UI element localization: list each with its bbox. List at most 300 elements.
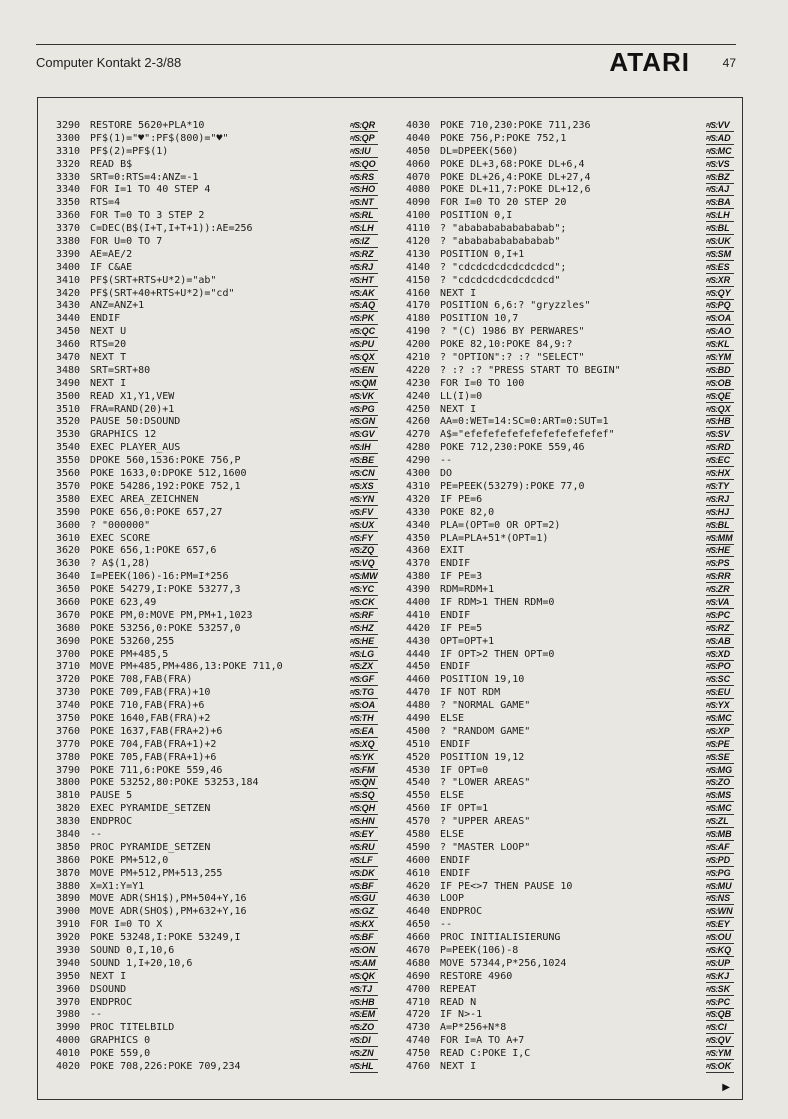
line-number: 3990 xyxy=(56,1022,81,1034)
line-checksum xyxy=(350,1048,378,1060)
line-number: 4290 xyxy=(406,455,431,467)
line-code: POKE 53256,0:POKE 53257,0 xyxy=(90,622,241,634)
line-number: 3420 xyxy=(56,287,81,299)
line-code: ? "LOWER AREAS" xyxy=(440,777,531,789)
line-code: IF NOT RDM xyxy=(440,687,501,699)
line-checksum xyxy=(706,416,734,428)
checksum-value: ZO xyxy=(361,1022,375,1033)
line-code: IF PE=5 xyxy=(440,622,483,634)
line-checksum xyxy=(350,184,378,196)
line-checksum xyxy=(350,932,378,944)
line-checksum xyxy=(350,520,378,532)
line-checksum xyxy=(706,520,734,532)
listing-line xyxy=(56,545,378,558)
listing-line xyxy=(56,700,378,713)
line-code: -- xyxy=(440,455,453,467)
checksum-value: HJ xyxy=(717,506,730,517)
line-checksum xyxy=(350,494,378,506)
line-code: ? "abababababababab" xyxy=(440,236,561,248)
checksum-prefix: ᵖ/S: xyxy=(350,855,362,865)
listing-line xyxy=(56,971,378,984)
line-checksum xyxy=(706,1048,734,1060)
line-code: IF PE<>7 THEN PAUSE 10 xyxy=(440,880,573,892)
line-code: ENDPROC xyxy=(90,816,133,828)
line-number: 3390 xyxy=(56,248,81,260)
checksum-prefix: ᵖ/S: xyxy=(350,533,362,543)
line-number: 4200 xyxy=(406,339,431,351)
checksum-value: EC xyxy=(717,455,731,466)
checksum-value: BZ xyxy=(717,171,730,182)
line-number: 4120 xyxy=(406,236,431,248)
listing-line xyxy=(406,236,734,249)
line-code: PROC TITELBILD xyxy=(90,1022,175,1034)
checksum-prefix: ᵖ/S: xyxy=(706,494,718,504)
listing-line xyxy=(406,533,734,546)
line-code: A$="efefefefefefefefefefefef" xyxy=(440,429,615,441)
checksum-prefix: ᵖ/S: xyxy=(706,443,718,453)
listing-line xyxy=(406,855,734,868)
checksum-value: VS xyxy=(717,158,730,169)
line-checksum xyxy=(350,661,378,673)
line-code: NEXT U xyxy=(90,326,127,338)
checksum-prefix: ᵖ/S: xyxy=(350,649,362,659)
checksum-prefix: ᵖ/S: xyxy=(706,249,718,259)
checksum-value: QX xyxy=(717,403,731,414)
checksum-prefix: ᵖ/S: xyxy=(350,494,362,504)
checksum-value: EM xyxy=(361,1009,376,1020)
line-code: POKE 1640,FAB(FRA)+2 xyxy=(90,712,211,724)
listing-line xyxy=(56,842,378,855)
checksum-value: EA xyxy=(361,725,375,736)
line-code: A=P*256+N*8 xyxy=(440,1022,507,1034)
line-code: POKE 656,1:POKE 657,6 xyxy=(90,545,217,557)
checksum-prefix: ᵖ/S: xyxy=(706,933,718,943)
checksum-prefix: ᵖ/S: xyxy=(350,765,362,775)
listing-line xyxy=(56,713,378,726)
checksum-value: QR xyxy=(361,120,376,130)
checksum-prefix: ᵖ/S: xyxy=(706,881,718,891)
checksum-value: HB xyxy=(361,996,375,1007)
line-code: POKE PM+512,0 xyxy=(90,854,169,866)
line-checksum xyxy=(350,533,378,545)
checksum-value: FM xyxy=(361,764,375,775)
line-number: 3540 xyxy=(56,442,81,454)
line-checksum xyxy=(350,777,378,789)
listing-line xyxy=(406,288,734,301)
checksum-prefix: ᵖ/S: xyxy=(706,894,718,904)
section-brand: ATARI xyxy=(609,47,690,77)
line-checksum xyxy=(706,997,734,1009)
listing-line xyxy=(406,120,734,133)
line-code: POSITION 0,I+1 xyxy=(440,248,525,260)
checksum-prefix: ᵖ/S: xyxy=(350,946,362,955)
line-number: 4690 xyxy=(406,970,431,982)
checksum-value: MG xyxy=(717,764,733,775)
checksum-prefix: ᵖ/S: xyxy=(350,739,362,749)
checksum-value: QY xyxy=(717,287,731,298)
line-checksum xyxy=(706,1022,734,1034)
line-number: 4060 xyxy=(406,158,431,170)
checksum-prefix: ᵖ/S: xyxy=(706,159,718,169)
line-number: 3490 xyxy=(56,377,81,389)
checksum-value: ZL xyxy=(717,816,729,827)
line-checksum xyxy=(350,455,378,467)
checksum-prefix: ᵖ/S: xyxy=(706,1010,718,1020)
checksum-value: ON xyxy=(361,945,376,955)
line-checksum xyxy=(706,881,734,893)
listing-line xyxy=(56,636,378,649)
checksum-prefix: ᵖ/S: xyxy=(350,597,362,607)
line-code: DSOUND xyxy=(90,983,127,995)
checksum-value: RL xyxy=(361,210,374,221)
checksum-value: BF xyxy=(361,880,374,891)
line-code: FOR I=0 TO X xyxy=(90,919,163,931)
line-checksum xyxy=(350,262,378,274)
line-number: 3770 xyxy=(56,738,81,750)
checksum-value: UK xyxy=(717,236,731,247)
line-number: 4080 xyxy=(406,184,431,196)
line-checksum xyxy=(706,584,734,596)
line-number: 3340 xyxy=(56,184,81,196)
line-number: 3870 xyxy=(56,867,81,879)
line-number: 4130 xyxy=(406,248,431,260)
checksum-prefix: ᵖ/S: xyxy=(350,365,362,375)
line-code: IF PE=3 xyxy=(440,571,483,583)
line-number: 3530 xyxy=(56,429,81,441)
checksum-value: GZ xyxy=(361,906,375,917)
line-code: POKE 708,226:POKE 709,234 xyxy=(90,1061,241,1073)
line-number: 4440 xyxy=(406,648,431,660)
checksum-prefix: ᵖ/S: xyxy=(350,701,362,711)
listing-line xyxy=(406,571,734,584)
checksum-value: QV xyxy=(717,1035,731,1046)
line-number: 4480 xyxy=(406,700,431,712)
line-code: ? "NORMAL GAME" xyxy=(440,700,531,712)
line-checksum xyxy=(350,997,378,1009)
line-number: 4310 xyxy=(406,480,431,492)
checksum-value: QB xyxy=(717,1009,732,1020)
listing-line xyxy=(56,172,378,185)
checksum-prefix: ᵖ/S: xyxy=(706,378,718,388)
line-code: P=PEEK(106)-8 xyxy=(440,945,519,956)
checksum-value: MC xyxy=(717,712,732,723)
line-checksum xyxy=(706,597,734,609)
line-code: POKE 54286,192:POKE 752,1 xyxy=(90,480,241,492)
checksum-prefix: ᵖ/S: xyxy=(706,559,718,569)
checksum-value: QN xyxy=(361,777,376,788)
listing-frame xyxy=(37,97,743,1100)
checksum-value: AK xyxy=(361,287,375,298)
checksum-prefix: ᵖ/S: xyxy=(706,224,718,234)
checksum-value: PK xyxy=(361,313,375,324)
listing-line xyxy=(406,584,734,597)
line-code: ? "UPPER AREAS" xyxy=(440,816,531,828)
line-number: 4000 xyxy=(56,1035,81,1047)
line-number: 3630 xyxy=(56,558,81,570)
checksum-value: BL xyxy=(717,519,730,530)
line-checksum xyxy=(706,893,734,905)
listing-line xyxy=(406,339,734,352)
listing-line xyxy=(56,932,378,945)
line-code: POKE 53248,I:POKE 53249,I xyxy=(90,932,241,944)
line-code: POKE 53252,80:POKE 53253,184 xyxy=(90,777,259,789)
checksum-prefix: ᵖ/S: xyxy=(350,636,362,646)
line-code: READ C:POKE I,C xyxy=(440,1048,531,1060)
line-checksum xyxy=(706,391,734,403)
line-code: POKE 705,FAB(FRA+1)+6 xyxy=(90,751,217,763)
line-code: ENDIF xyxy=(440,738,471,750)
checksum-value: FV xyxy=(361,506,374,517)
checksum-value: BA xyxy=(717,197,731,208)
line-checksum xyxy=(706,919,734,931)
line-code: NEXT I xyxy=(440,403,477,415)
listing-line xyxy=(56,816,378,829)
line-number: 4180 xyxy=(406,313,431,325)
listing-line xyxy=(406,984,734,997)
checksum-prefix: ᵖ/S: xyxy=(706,765,718,775)
line-number: 3730 xyxy=(56,687,81,699)
page-number: 47 xyxy=(722,56,736,70)
line-checksum xyxy=(350,816,378,828)
checksum-value: YM xyxy=(717,1048,732,1059)
checksum-value: OA xyxy=(717,313,732,324)
magazine-title: Computer Kontakt 2-3/88 xyxy=(36,55,182,70)
line-checksum xyxy=(350,855,378,867)
line-number: 3760 xyxy=(56,725,81,737)
line-checksum xyxy=(706,262,734,274)
checksum-value: PE xyxy=(717,738,730,749)
checksum-value: SK xyxy=(717,983,731,994)
line-checksum xyxy=(706,816,734,828)
listing-line xyxy=(56,120,378,133)
line-number: 3430 xyxy=(56,300,81,312)
line-code: POKE 704,FAB(FRA+1)+2 xyxy=(90,738,217,750)
listing-line xyxy=(406,919,734,932)
line-checksum xyxy=(706,184,734,196)
line-number: 4070 xyxy=(406,171,431,183)
listing-line xyxy=(406,507,734,520)
line-code: POKE 709,FAB(FRA)+10 xyxy=(90,687,211,699)
checksum-prefix: ᵖ/S: xyxy=(706,1023,718,1033)
line-code: IF PE=6 xyxy=(440,493,483,505)
listing-line xyxy=(406,197,734,210)
line-code: -- xyxy=(440,919,453,931)
line-code: MOVE ADR(SH1$),PM+504+Y,16 xyxy=(90,893,247,905)
line-number: 3460 xyxy=(56,339,81,351)
checksum-value: MC xyxy=(717,145,732,156)
checksum-value: QH xyxy=(361,803,376,814)
listing-line xyxy=(406,352,734,365)
line-number: 4230 xyxy=(406,377,431,389)
checksum-value: EY xyxy=(717,919,730,930)
line-code: FOR I=0 TO 100 xyxy=(440,377,525,389)
line-checksum xyxy=(706,1009,734,1021)
line-code: IF OPT=0 xyxy=(440,764,489,776)
line-number: 4680 xyxy=(406,957,431,969)
checksum-prefix: ᵖ/S: xyxy=(706,984,718,994)
line-code: ? "(C) 1986 BY PERWARES" xyxy=(440,326,585,338)
listing-line xyxy=(56,520,378,533)
line-number: 4460 xyxy=(406,674,431,686)
line-code: POKE DL+3,68:POKE DL+6,4 xyxy=(440,158,585,170)
line-number: 4140 xyxy=(406,261,431,273)
line-checksum xyxy=(706,249,734,261)
line-number: 4670 xyxy=(406,945,431,956)
line-checksum xyxy=(350,829,378,841)
line-checksum xyxy=(706,313,734,325)
listing-line xyxy=(406,442,734,455)
listing-line xyxy=(406,210,734,223)
listing-line xyxy=(56,649,378,662)
checksum-prefix: ᵖ/S: xyxy=(350,211,362,221)
line-number: 3610 xyxy=(56,532,81,544)
checksum-prefix: ᵖ/S: xyxy=(706,198,718,208)
line-code: MOVE PM+485,PM+486,13:POKE 711,0 xyxy=(90,661,283,673)
checksum-prefix: ᵖ/S: xyxy=(350,417,362,427)
line-number: 3450 xyxy=(56,326,81,338)
line-code: ENDIF xyxy=(440,558,471,570)
line-code: IF RDM>1 THEN RDM=0 xyxy=(440,596,555,608)
line-code: NEXT I xyxy=(90,970,127,982)
line-checksum xyxy=(350,971,378,983)
listing-line xyxy=(406,223,734,236)
checksum-value: FY xyxy=(361,532,374,543)
line-checksum xyxy=(350,481,378,493)
checksum-value: KJ xyxy=(717,970,730,981)
line-code: OPT=OPT+1 xyxy=(440,635,495,647)
checksum-prefix: ᵖ/S: xyxy=(350,507,362,517)
checksum-prefix: ᵖ/S: xyxy=(706,958,718,968)
listing-line xyxy=(406,971,734,984)
line-checksum xyxy=(706,533,734,545)
listing-line xyxy=(406,803,734,816)
line-number: 4280 xyxy=(406,442,431,454)
line-code: ? A$(1,28) xyxy=(90,558,151,570)
line-code: ENDIF xyxy=(440,867,471,879)
checksum-prefix: ᵖ/S: xyxy=(350,933,362,943)
line-number: 3880 xyxy=(56,880,81,892)
checksum-value: RJ xyxy=(717,493,730,504)
checksum-prefix: ᵖ/S: xyxy=(350,572,362,582)
listing-line xyxy=(56,365,378,378)
line-code: READ B$ xyxy=(90,158,133,170)
line-number: 3910 xyxy=(56,919,81,931)
line-checksum xyxy=(350,636,378,648)
line-checksum xyxy=(706,842,734,854)
line-checksum xyxy=(350,790,378,802)
line-code: ? "cdcdcdcdcdcdcdcd" xyxy=(440,274,561,286)
checksum-prefix: ᵖ/S: xyxy=(706,791,718,801)
listing-line xyxy=(406,687,734,700)
line-number: 4240 xyxy=(406,390,431,402)
line-checksum xyxy=(706,507,734,519)
line-code: EXIT xyxy=(440,545,465,557)
checksum-prefix: ᵖ/S: xyxy=(706,340,718,350)
line-checksum xyxy=(350,674,378,686)
line-checksum xyxy=(350,700,378,712)
checksum-value: AB xyxy=(717,635,731,646)
listing-line xyxy=(406,468,734,481)
listing-line xyxy=(56,313,378,326)
checksum-value: HL xyxy=(361,1061,374,1072)
checksum-prefix: ᵖ/S: xyxy=(706,146,718,156)
checksum-prefix: ᵖ/S: xyxy=(706,481,718,491)
line-number: 3790 xyxy=(56,764,81,776)
listing-line xyxy=(56,777,378,790)
listing-line xyxy=(56,623,378,636)
listing-line xyxy=(56,236,378,249)
line-code: ANZ=ANZ+1 xyxy=(90,300,145,312)
listing-line xyxy=(406,881,734,894)
line-checksum xyxy=(706,868,734,880)
checksum-prefix: ᵖ/S: xyxy=(706,1036,718,1046)
checksum-prefix: ᵖ/S: xyxy=(350,829,362,839)
line-checksum xyxy=(706,726,734,738)
listing-line xyxy=(56,300,378,313)
checksum-prefix: ᵖ/S: xyxy=(350,920,362,930)
checksum-prefix: ᵖ/S: xyxy=(706,868,718,878)
checksum-value: TG xyxy=(361,687,375,698)
checksum-prefix: ᵖ/S: xyxy=(706,997,718,1007)
checksum-prefix: ᵖ/S: xyxy=(706,946,718,955)
line-number: 3800 xyxy=(56,777,81,789)
checksum-value: SQ xyxy=(361,790,375,801)
line-number: 3580 xyxy=(56,493,81,505)
checksum-prefix: ᵖ/S: xyxy=(350,314,362,324)
line-code: -- xyxy=(90,828,103,840)
listing-line xyxy=(406,610,734,623)
line-number: 4030 xyxy=(406,120,431,131)
line-number: 4170 xyxy=(406,300,431,312)
line-code: ? "abababababababab"; xyxy=(440,223,567,235)
listing-line xyxy=(406,739,734,752)
line-checksum xyxy=(706,636,734,648)
checksum-value: IZ xyxy=(361,236,370,247)
line-checksum xyxy=(350,404,378,416)
checksum-prefix: ᵖ/S: xyxy=(706,688,718,698)
line-checksum xyxy=(350,649,378,661)
line-number: 4270 xyxy=(406,429,431,441)
line-number: 3360 xyxy=(56,210,81,222)
listing-line xyxy=(56,765,378,778)
line-number: 4330 xyxy=(406,506,431,518)
line-code: POKE 1633,0:DPOKE 512,1600 xyxy=(90,468,247,480)
listing-line xyxy=(56,455,378,468)
line-code: -- xyxy=(90,1009,103,1021)
listing-line xyxy=(406,1009,734,1022)
line-number: 3820 xyxy=(56,803,81,815)
line-checksum xyxy=(706,365,734,377)
listing-line xyxy=(406,829,734,842)
line-checksum xyxy=(706,674,734,686)
line-code: SRT=0:RTS=4:ANZ=-1 xyxy=(90,171,199,183)
checksum-prefix: ᵖ/S: xyxy=(706,288,718,298)
line-code: NEXT I xyxy=(440,1061,477,1073)
line-checksum xyxy=(706,932,734,944)
line-checksum xyxy=(706,468,734,480)
line-number: 4390 xyxy=(406,584,431,596)
checksum-value: PD xyxy=(717,854,731,865)
listing-line xyxy=(406,300,734,313)
listing-line xyxy=(406,597,734,610)
line-checksum xyxy=(706,777,734,789)
line-code: RTS=20 xyxy=(90,339,127,351)
checksum-value: AO xyxy=(717,326,732,337)
line-code: POKE 711,6:POKE 559,46 xyxy=(90,764,223,776)
checksum-prefix: ᵖ/S: xyxy=(706,829,718,839)
line-number: 3370 xyxy=(56,223,81,235)
checksum-value: TY xyxy=(717,480,730,491)
